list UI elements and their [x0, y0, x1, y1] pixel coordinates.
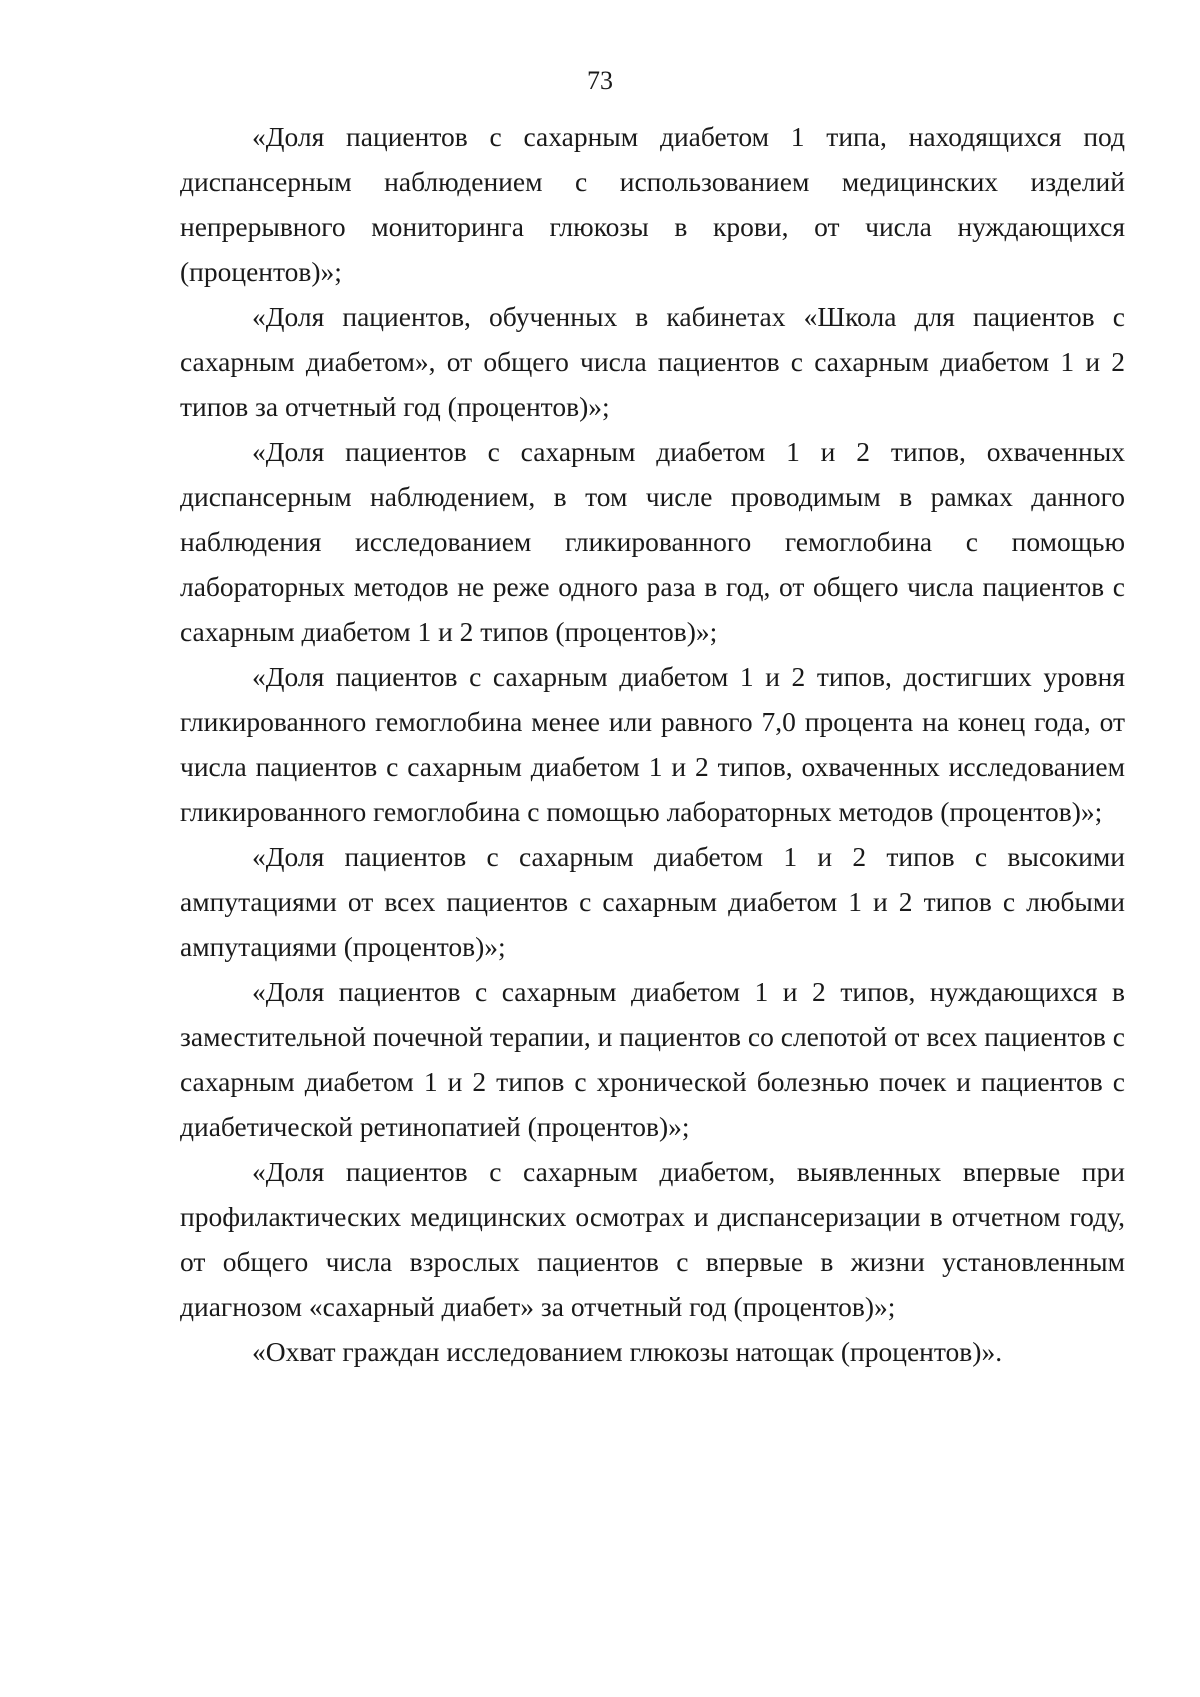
document-body — [180, 114, 1125, 1374]
paragraph-first-detected: «Доля пациентов с сахарным диабетом, выявленных впервые при профилактических медицинских осмотрах и диспансеризации в отчетном году, от общего числа взрослых пациентов с впервые в жизни установленным диагнозом «сахарный диабет» за отчетный год (процентов)»; — [180, 1156, 1125, 1322]
paragraph-fasting-glucose: «Охват граждан исследованием глюкозы натощак (процентов)». — [252, 1336, 1003, 1367]
paragraph-renal-therapy-blindness: «Доля пациентов с сахарным диабетом 1 и 2 типов, нуждающихся в заместительной почечной терапии, и пациентов со слепотой от всех пациентов с сахарным диабетом 1 и 2 типов с хронической болезнью почек и пациентов с диабетической ретинопатией (процентов)»; — [180, 976, 1125, 1142]
paragraph-cgm-monitoring: «Доля пациентов с сахарным диабетом 1 типа, находящихся под диспансерным наблюдением с использованием медицинских изделий непрерывного мониторинга глюкозы в крови, от числа нуждающихся (процентов)»; — [180, 121, 1125, 287]
paragraph-amputations: «Доля пациентов с сахарным диабетом 1 и 2 типов с высокими ампутациями от всех пациентов с сахарным диабетом 1 и 2 типов с любыми ампутациями (процентов)»; — [180, 841, 1125, 962]
page-number: 73 — [587, 66, 613, 95]
paragraph-diabetes-school: «Доля пациентов, обученных в кабинетах «Школа для пациентов с сахарным диабетом», от общего числа пациентов с сахарным диабетом 1 и 2 типов за отчетный год (процентов)»; — [180, 301, 1125, 422]
paragraph-dispensary-observation: «Доля пациентов с сахарным диабетом 1 и 2 типов, охваченных диспансерным наблюдением, в том числе проводимым в рамках данного наблюдения исследованием гликированного гемоглобина с помощью лабораторных методов не реже одного раза в год, от общего числа пациентов с сахарным диабетом 1 и 2 типов (процентов)»; — [180, 436, 1125, 647]
paragraph-hba1c-target: «Доля пациентов с сахарным диабетом 1 и 2 типов, достигших уровня гликированного гемоглобина менее или равного 7,0 процента на конец года, от числа пациентов с сахарным диабетом 1 и 2 типов, охваченных исследованием гликированного гемоглобина с помощью лабораторных методов (процентов)»; — [180, 661, 1125, 827]
